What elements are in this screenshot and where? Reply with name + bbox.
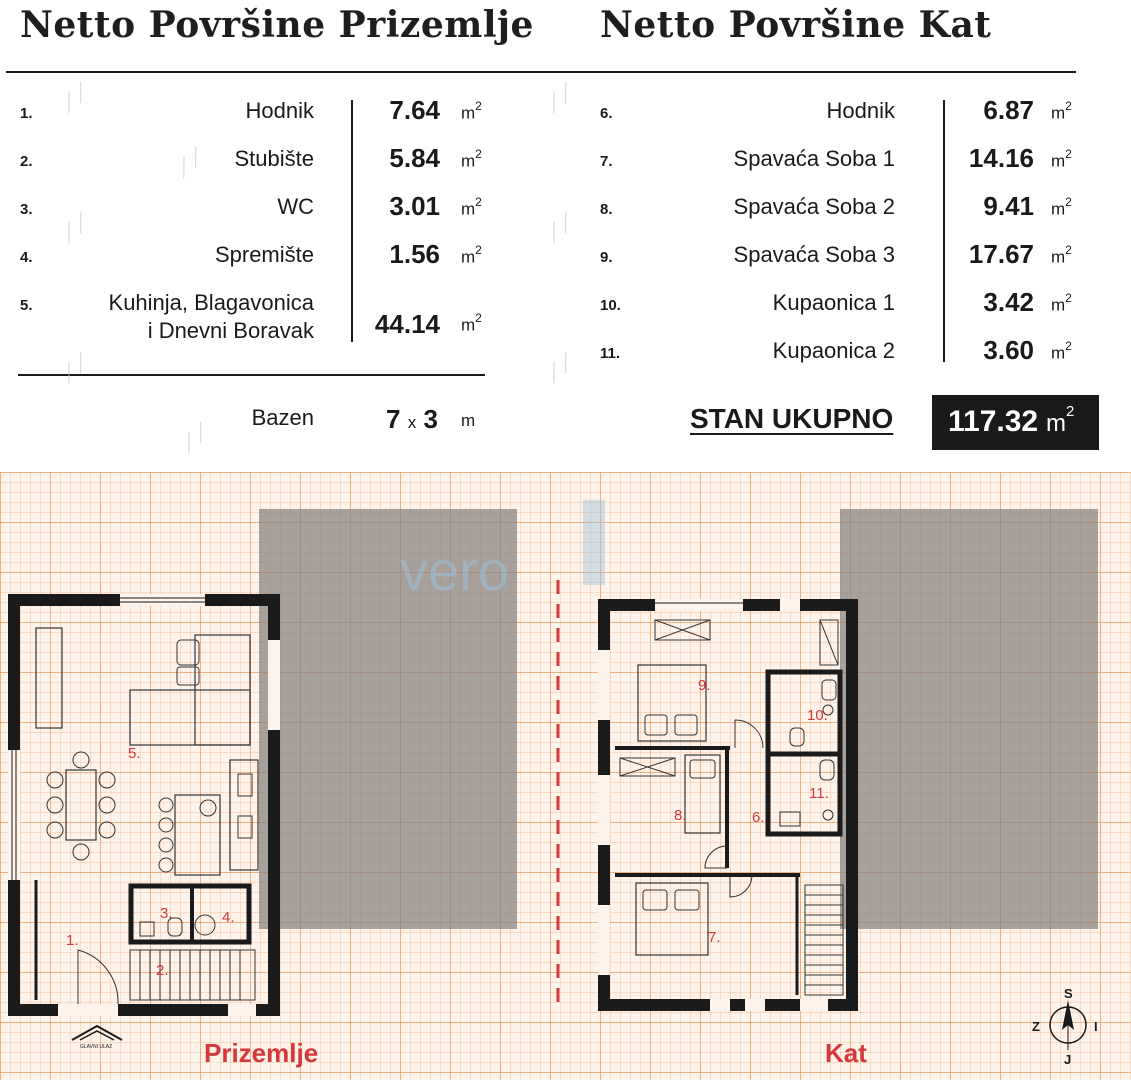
room-number: 4. [20, 249, 33, 266]
room-area: 44.14 [374, 309, 440, 339]
watermark-mark: ⟋⟋ [540, 78, 580, 118]
room-number: 3. [20, 201, 33, 218]
room-name: Kupaonica 1 [772, 290, 895, 315]
room-number: 8. [600, 201, 613, 218]
area-unit: $m^2$ [1051, 339, 1072, 363]
area-unit: $m^2$ [461, 99, 482, 123]
room-area: 3.42 [983, 287, 1034, 317]
floor-room-row [600, 191, 1080, 225]
ground-area-title: Netto Površine Prizemlje [20, 4, 534, 46]
vero-watermark: vero [400, 539, 509, 602]
compass-i: I [1094, 1019, 1098, 1034]
floor-room-row [600, 143, 1080, 177]
floor-terrace-area [840, 509, 1098, 929]
floor-area-title: Netto Površine Kat [600, 4, 992, 46]
total-value: 117.32 [948, 405, 1039, 438]
room-area: 1.56 [389, 239, 440, 269]
watermark-tower [583, 500, 605, 585]
room-area: 5.84 [389, 143, 440, 173]
floor-plan-label: Kat [825, 1038, 867, 1068]
area-unit: $m^2$ [1051, 243, 1072, 267]
room-label-5: 5. [128, 745, 141, 762]
pool-dimensions: 7 x 3 [386, 404, 438, 434]
area-unit: $m^2$ [1051, 147, 1072, 171]
room-number: 6. [600, 105, 613, 122]
watermark-mark: ⟋⟋ [55, 348, 95, 388]
watermark-mark: ⟋⟋ [540, 348, 580, 388]
room-name: Hodnik [245, 98, 314, 123]
watermark-mark: ⟋⟋ [170, 143, 210, 183]
room-area: 6.87 [983, 95, 1034, 125]
room-name: Spavaća Soba 3 [733, 242, 895, 267]
room-number: 2. [20, 153, 33, 170]
watermark-mark: ⟋⟋ [540, 208, 580, 248]
upper-floor-plan [598, 599, 852, 1011]
ground-room-row [20, 239, 490, 273]
room-label-6: 6. [752, 809, 765, 826]
room-number: 5. [20, 297, 33, 314]
room-area: 3.60 [983, 335, 1034, 365]
area-unit: $m^2$ [1051, 291, 1072, 315]
ground-room-row [20, 287, 490, 347]
room-area: 17.67 [968, 239, 1034, 269]
ground-floor-plan [8, 594, 280, 1050]
watermark-mark: ⟋⟋ [55, 78, 95, 118]
area-unit: $m^2$ [461, 195, 482, 219]
room-number: 10. [600, 297, 621, 314]
room-number: 11. [600, 345, 621, 362]
room-label-2: 2. [156, 962, 169, 979]
ground-plan-label: Prizemlje [204, 1038, 319, 1068]
ground-room-row [20, 191, 490, 225]
room-label-9: 9. [698, 677, 711, 694]
room-number: 1. [20, 105, 33, 122]
floor-room-row [600, 335, 1080, 369]
total-box [932, 395, 1099, 450]
room-number: 7. [600, 153, 613, 170]
floor-room-row [600, 287, 1080, 321]
watermark-mark: ⟋⟋ [55, 208, 95, 248]
floor-table-divider [943, 100, 945, 362]
room-area: 7.64 [389, 95, 440, 125]
room-name: Hodnik [826, 98, 895, 123]
watermark-mark: ⟋⟋ [175, 418, 215, 458]
room-name: Spremište [214, 242, 314, 267]
room-label-8: 8. [674, 807, 687, 824]
area-unit: $m^2$ [461, 147, 482, 171]
room-name: WC [277, 194, 314, 219]
compass-j: J [1064, 1052, 1072, 1067]
room-label-3: 3. [160, 905, 173, 922]
ground-room-row [20, 143, 490, 177]
entrance-icon [72, 1026, 122, 1040]
room-label-10: 10. [807, 707, 828, 724]
entrance-label: GLAVNI ULAZ [80, 1044, 113, 1050]
pool-unit: m [461, 411, 476, 430]
floor-room-row [600, 95, 1080, 129]
area-unit: $m^2$ [461, 243, 482, 267]
room-area: 9.41 [983, 191, 1034, 221]
total-label: STAN UKUPNO [690, 403, 894, 434]
pool-row [20, 402, 490, 436]
compass-s: S [1064, 986, 1073, 1001]
total-unit: $m^2$ [1046, 403, 1075, 437]
room-label-4: 4. [222, 909, 235, 926]
room-label-1: 1. [66, 932, 79, 949]
floor-room-row [600, 239, 1080, 273]
compass-z: Z [1032, 1019, 1040, 1034]
room-area: 3.01 [389, 191, 440, 221]
room-name: Stubište [234, 146, 314, 171]
area-unit: $m^2$ [461, 311, 482, 335]
floor-plans-drawing [0, 472, 1131, 1080]
room-name-line1: Kuhinja, Blagavonica [108, 290, 314, 315]
room-number: 9. [600, 249, 613, 266]
compass-icon [1032, 986, 1098, 1067]
room-name: Spavaća Soba 1 [733, 146, 895, 171]
room-name-line2: i Dnevni Boravak [147, 318, 314, 343]
room-area: 14.16 [968, 143, 1034, 173]
room-name: Kupaonica 2 [772, 338, 895, 363]
title-divider [6, 71, 1076, 73]
room-label-11: 11. [809, 785, 829, 802]
room-label-7: 7. [708, 929, 721, 946]
area-unit: $m^2$ [1051, 99, 1072, 123]
area-unit: $m^2$ [1051, 195, 1072, 219]
pool-label: Bazen [251, 405, 314, 430]
room-name: Spavaća Soba 2 [733, 194, 895, 219]
